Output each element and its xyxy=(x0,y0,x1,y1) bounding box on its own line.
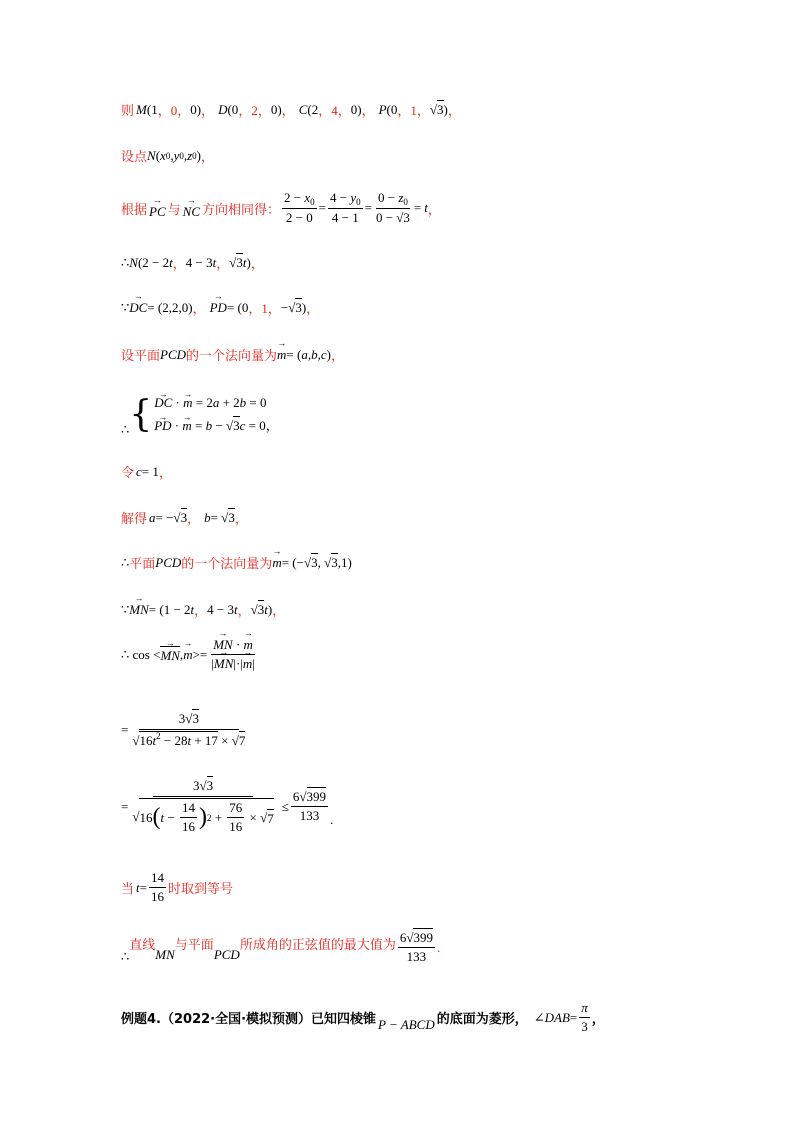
line-n-param: ∴ N (2 − 2 t ， 4 − 3 t ， √3 t ) ， xyxy=(121,254,264,271)
line-normal-result: ∴ 平面 PCD 的一个法向量为 → m = (−√3, √3,1) xyxy=(121,553,352,572)
line-set-normal: 设平面 PCD 的一个法向量为 → m = ( a , b , c ) ， xyxy=(121,345,344,364)
line-mn-vector: ∵ → MN = (1 − 2 t ， 4 − 3 t ， √3 t ) ， xyxy=(121,600,285,619)
text-genju: 根据 xyxy=(121,202,148,218)
line-equality: 当 t = $\frac{14}{16}$ 时取到等号 xyxy=(121,870,233,904)
example-source: （2022·全国·模拟预测）已知四棱锥 xyxy=(160,1012,377,1027)
vector-dc: → DC xyxy=(129,300,147,316)
frac-z: $\frac{0 - z_0}{0 - √3}$ xyxy=(375,190,410,225)
frac-t: $\frac{14}{16}$ xyxy=(150,870,164,904)
frac-pi3: $\frac{\pi}{3}$ xyxy=(581,1000,588,1034)
vector-mn-over: → MN xyxy=(160,646,180,664)
line-set-point-n: 设点 N ( x 0 , y 0 , z 0 ) ， xyxy=(121,147,215,165)
frac-y: $\frac{4 - y_0}{4 - 1}$ xyxy=(329,190,361,225)
system-equations: → DC · → m = 2a + 2b = 0 → PD · → m = b − √3c = 0， xyxy=(154,392,279,438)
text-yu: 与 xyxy=(167,202,181,218)
frac-bound: $\frac{6√399}{133}$ xyxy=(292,789,327,823)
line-solve: 解得 a = −√3 ， b = √3 ， xyxy=(121,509,248,527)
frac-max: $\frac{6√399}{133}$ xyxy=(399,930,433,964)
text-ze: 则 xyxy=(121,104,135,119)
line-system xyxy=(121,392,279,438)
line-let-c: 令 c = 1 ， xyxy=(121,463,172,481)
line-cos: ∴ cos < → MN , → m >= → $\frac{MN \cdot \to m}{|\to MN|\cdot|\to m|}$ xyxy=(121,637,259,672)
line-eq1: = $\frac{3√3}{√16t^2 - 28t + 17 \times √7}$ xyxy=(121,711,246,748)
text-equality: 时取到等号 xyxy=(167,882,233,897)
coord-d: D xyxy=(218,101,228,117)
line-example-4: 例题4. （2022·全国·模拟预测）已知四棱锥 P − ABCD 的底面为菱形， ∠DAB = $\frac{\pi}{3}$ ， xyxy=(121,1000,605,1034)
frac-eq1: $\frac{3√3}{√16t^2 - 28t + 17 \times √7}$ xyxy=(132,711,246,748)
because-symbol: ∵ xyxy=(121,299,130,315)
vector-pd: → PD xyxy=(210,300,227,316)
frac-eq2: 3√3 √ 16 ( t − $\frac{14}{16}$ ) 2 + $\frac{76}{16}$ × √ 7 xyxy=(132,778,274,834)
vector-nc: → NC xyxy=(183,204,200,220)
vector-m-2: → m xyxy=(272,555,281,571)
coord-p: P xyxy=(378,101,387,117)
vector-m: → m xyxy=(277,347,286,363)
point-n-expr: N xyxy=(147,147,156,163)
plane-pcd: PCD xyxy=(160,346,187,362)
frac-x: $\frac{2 - x_0}{2 - 0}$ xyxy=(284,190,315,225)
line-mn: MN xyxy=(155,946,175,962)
frac-cos: → $\frac{MN \cdot \to m}{|\to MN|\cdot|\to m|}$ xyxy=(209,637,257,672)
example-label: 例题4. xyxy=(121,1012,161,1027)
line-dc-pd: ∵ → DC = (2,2,0) ， → PD = (0 ，1， −√3) ， xyxy=(121,298,319,317)
text-set-point: 设点 xyxy=(121,150,148,165)
vector-mn: → MN xyxy=(129,602,149,618)
plane-pcd-3: PCD xyxy=(213,946,240,962)
vector-pc: → PC xyxy=(149,204,166,220)
text-set-plane: 设平面 xyxy=(121,349,161,364)
therefore-symbol: ∴ xyxy=(121,254,130,270)
line-conclusion: ∴ 直线 MN 与平面 PCD 所成角的正弦值的最大值为 $\frac{6√399}{133}$ . xyxy=(121,930,441,964)
text-let: 令 xyxy=(121,466,135,481)
therefore-system: ∴ xyxy=(121,422,130,437)
text-dang: 当 xyxy=(121,882,135,897)
line-coordinates: 则 M (1 ，0， 0) ， D (0 ，2， 0) ， C (2 ，4， 0) ， P (0 ，1， √3) ， xyxy=(121,101,461,119)
coord-c: C xyxy=(298,101,308,117)
text-solve: 解得 xyxy=(121,512,148,527)
text-direction: 方向相同得： xyxy=(202,202,281,218)
line-eq2: = 3√3 √ 16 ( t − $\frac{14}{16}$ ) 2 + $\frac{76}{16}$ × √ 7 ≤ $\frac{6√399}{133}$ . xyxy=(121,778,334,834)
system-brace: { xyxy=(129,394,153,435)
text-normal-vector: 的一个法向量为 xyxy=(186,349,278,364)
coord-m: M xyxy=(136,101,147,117)
line-direction-same: 根据 → PC 与 → NC 方向相同得： $\frac{2 - x_0}{2 - 0}$ = $\frac{4 - y_0}{4 - 1}$ = $\frac{0 - z_0}{0 - √3}$ = t ， xyxy=(121,190,441,226)
pyramid-name: P − ABCD xyxy=(378,1016,435,1032)
therefore-normal: ∴ xyxy=(121,554,130,570)
angle-dab: ∠DAB xyxy=(533,1009,570,1025)
plane-pcd-2: PCD xyxy=(155,554,182,570)
